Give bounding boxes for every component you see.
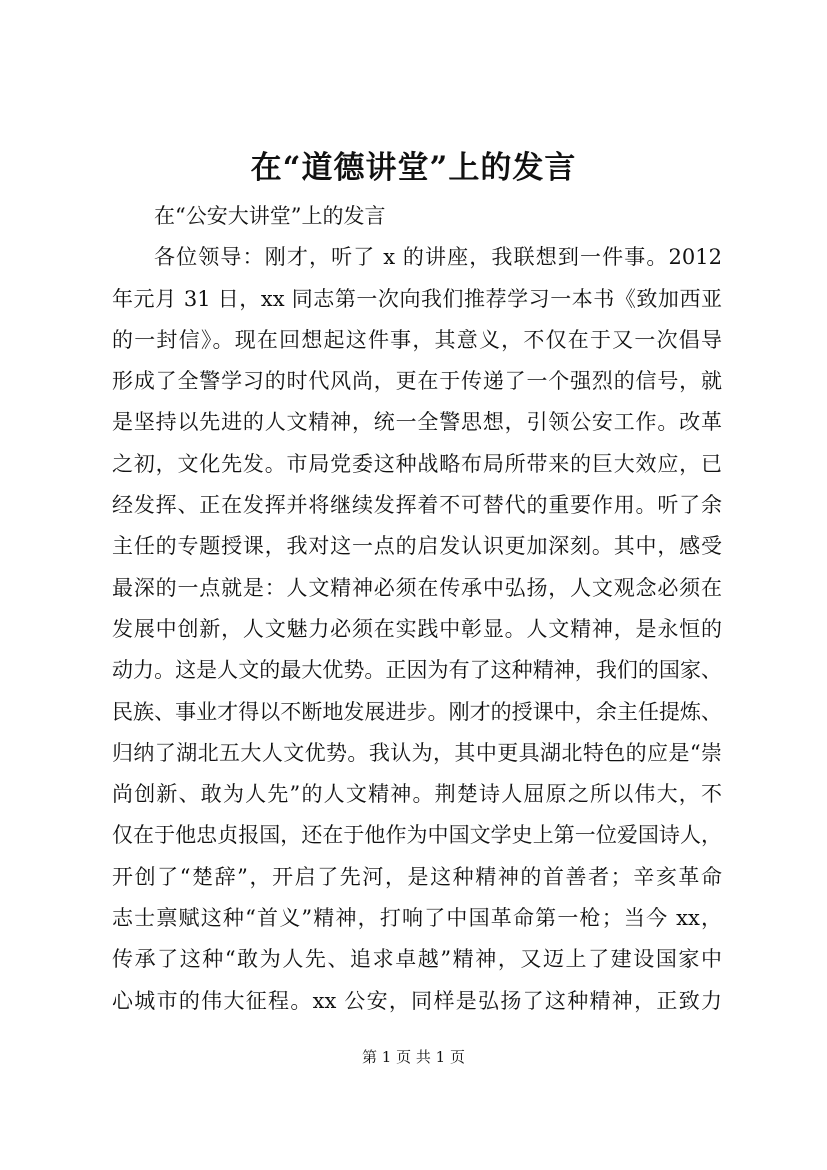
- body-line: 仅在于他忠贞报国，还在于他作为中国文学史上第一位爱国诗人，: [112, 823, 722, 848]
- body-line: 心城市的伟大征程。xx 公安，同样是弘扬了这种精神，正致力: [112, 988, 722, 1013]
- body-line: 动力。这是人文的最大优势。正因为有了这种精神，我们的国家、: [112, 658, 722, 683]
- body-line: 归纳了湖北五大人文优势。我认为，其中更具湖北特色的应是“崇: [112, 740, 722, 765]
- body-line: 之初，文化先发。市局党委这种战略布局所带来的巨大效应，已: [112, 451, 722, 476]
- body-line: 志士禀赋这种“首义”精神，打响了中国革命第一枪；当今 xx，: [112, 906, 722, 931]
- body-line: 主任的专题授课，我对这一点的启发认识更加深刻。其中，感受: [112, 534, 722, 559]
- body-line: 最深的一点就是：人文精神必须在传承中弘扬，人文观念必须在: [112, 575, 722, 600]
- body-line: 的一封信》。现在回想起这件事，其意义，不仅在于又一次倡导: [112, 327, 722, 352]
- body-line: 年元月 31 日，xx 同志第一次向我们推荐学习一本书《致加西亚: [112, 286, 722, 311]
- document-title: 在“道德讲堂”上的发言: [250, 150, 577, 186]
- body-line: 形成了全警学习的时代风尚，更在于传递了一个强烈的信号，就: [112, 369, 722, 394]
- body-line: 民族、事业才得以不断地发展进步。刚才的授课中，余主任提炼、: [112, 699, 722, 724]
- body-line: 是坚持以先进的人文精神，统一全警思想，引领公安工作。改革: [112, 410, 722, 435]
- body-line: 传承了这种“敢为人先、追求卓越”精神，又迈上了建设国家中: [112, 947, 722, 972]
- body-line: 发展中创新，人文魅力必须在实践中彰显。人文精神，是永恒的: [112, 616, 722, 641]
- page-footer: 第 1 页 共 1 页: [362, 1048, 465, 1066]
- body-line: 开创了“楚辞”，开启了先河，是这种精神的首善者；辛亥革命: [112, 864, 722, 889]
- body-line: 尚创新、敢为人先”的人文精神。荆楚诗人屈原之所以伟大，不: [112, 782, 722, 807]
- document-body: [112, 196, 722, 1022]
- body-line: 各位领导：刚才，听了 x 的讲座，我联想到一件事。2012: [154, 245, 722, 270]
- subtitle-line: 在“公安大讲堂”上的发言: [154, 204, 386, 228]
- body-line: 经发挥、正在发挥并将继续发挥着不可替代的重要作用。听了余: [112, 493, 722, 518]
